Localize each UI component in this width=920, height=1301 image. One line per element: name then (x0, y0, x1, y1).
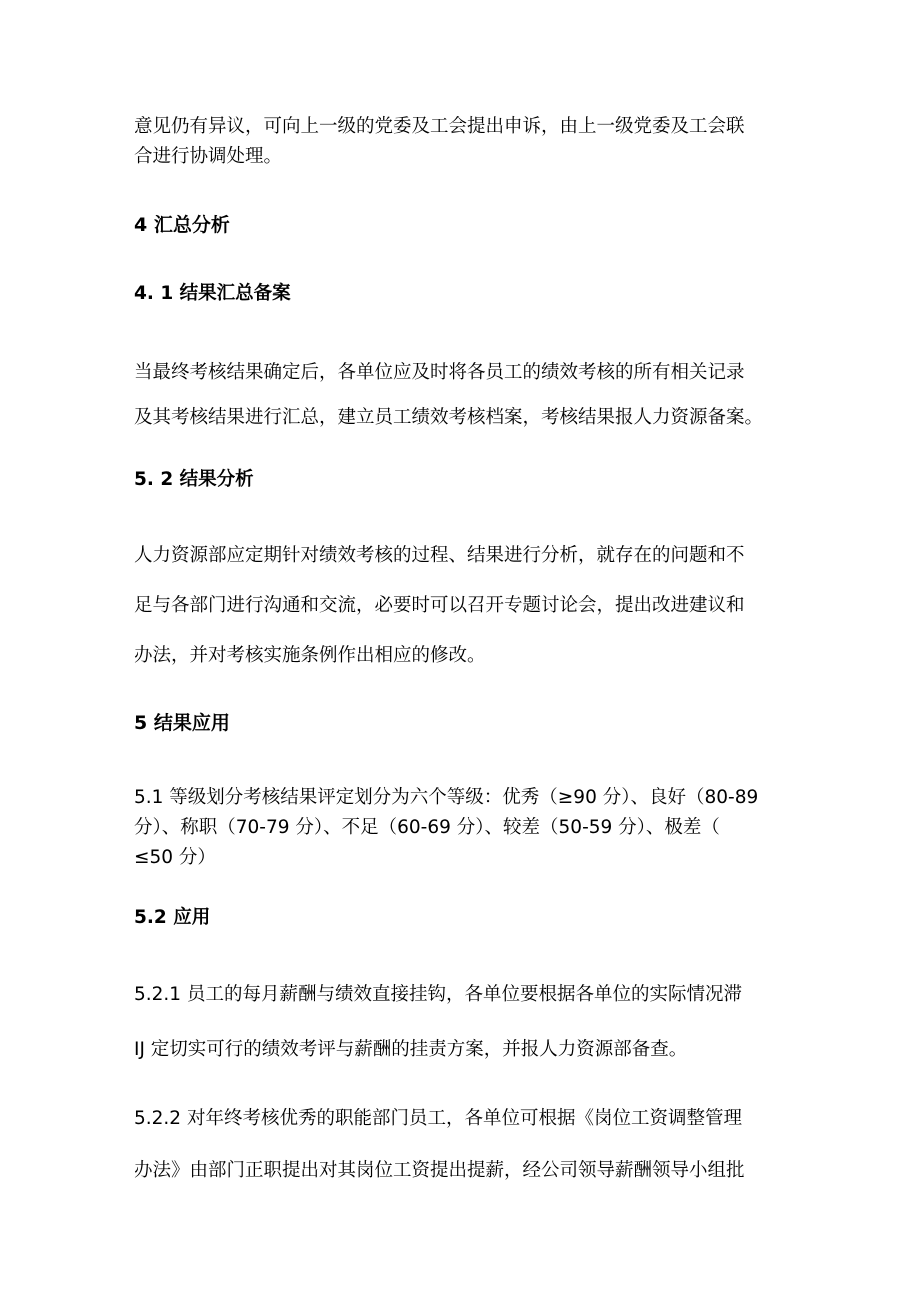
section-heading-5: 5 结果应用 (134, 712, 230, 734)
text-line: 5.2.1 员工的每月薪酬与绩效直接挂钩，各单位要根据各单位的实际情况滞 (134, 984, 742, 1005)
section-heading-4: 4 汇总分析 (134, 214, 230, 236)
text-line: 办法》由部门正职提出对其岗位工资提出提薪，经公司领导薪酬领导小组批 (134, 1160, 745, 1181)
text-line: IJ 定切实可行的绩效考评与薪酬的挂责方案，并报人力资源部备查。 (134, 1039, 688, 1060)
paragraph-analysis (134, 531, 804, 681)
text-line: 办法，并对考核实施条例作出相应的修改。 (134, 645, 486, 666)
paragraph-appeal (134, 112, 804, 172)
text-line: ≤50 分） (134, 847, 216, 868)
text-line: 5.1 等级划分考核结果评定划分为六个等级：优秀（≥90 分）、良好（80-89 (134, 787, 759, 808)
text-line: 分）、称职（70-79 分）、不足（60-69 分）、较差（50-59 分）、极差（ (134, 817, 720, 838)
text-line: 5.2.2 对年终考核优秀的职能部门员工，各单位可根据《岗位工资调整管理 (134, 1108, 742, 1129)
text-line: 人力资源部应定期针对绩效考核的过程、结果进行分析，就存在的问题和不 (134, 545, 745, 566)
subsection-heading-result-analysis: 5. 2 结果分析 (134, 469, 254, 490)
paragraph-summary (134, 350, 804, 440)
text-line: 当最终考核结果确定后，各单位应及时将各员工的绩效考核的所有相关记录 (134, 362, 745, 383)
paragraph-grades (134, 783, 804, 873)
paragraph-5-2-2 (134, 1093, 804, 1197)
text-line: 足与各部门进行沟通和交流，必要时可以召开专题讨论会，提出改进建议和 (134, 595, 745, 616)
text-line: 合进行协调处理。 (134, 146, 283, 167)
subsection-heading-4-1: 4. 1 结果汇总备案 (134, 283, 291, 304)
text-line: 意见仍有异议，可向上一级的党委及工会提出申诉，由上一级党委及工会联 (134, 116, 745, 137)
subsection-heading-application: 5.2 应用 (134, 907, 211, 928)
text-line: 及其考核结果进行汇总，建立员工绩效考核档案，考核结果报人力资源备案。 (134, 407, 764, 428)
paragraph-5-2-1 (134, 967, 804, 1077)
